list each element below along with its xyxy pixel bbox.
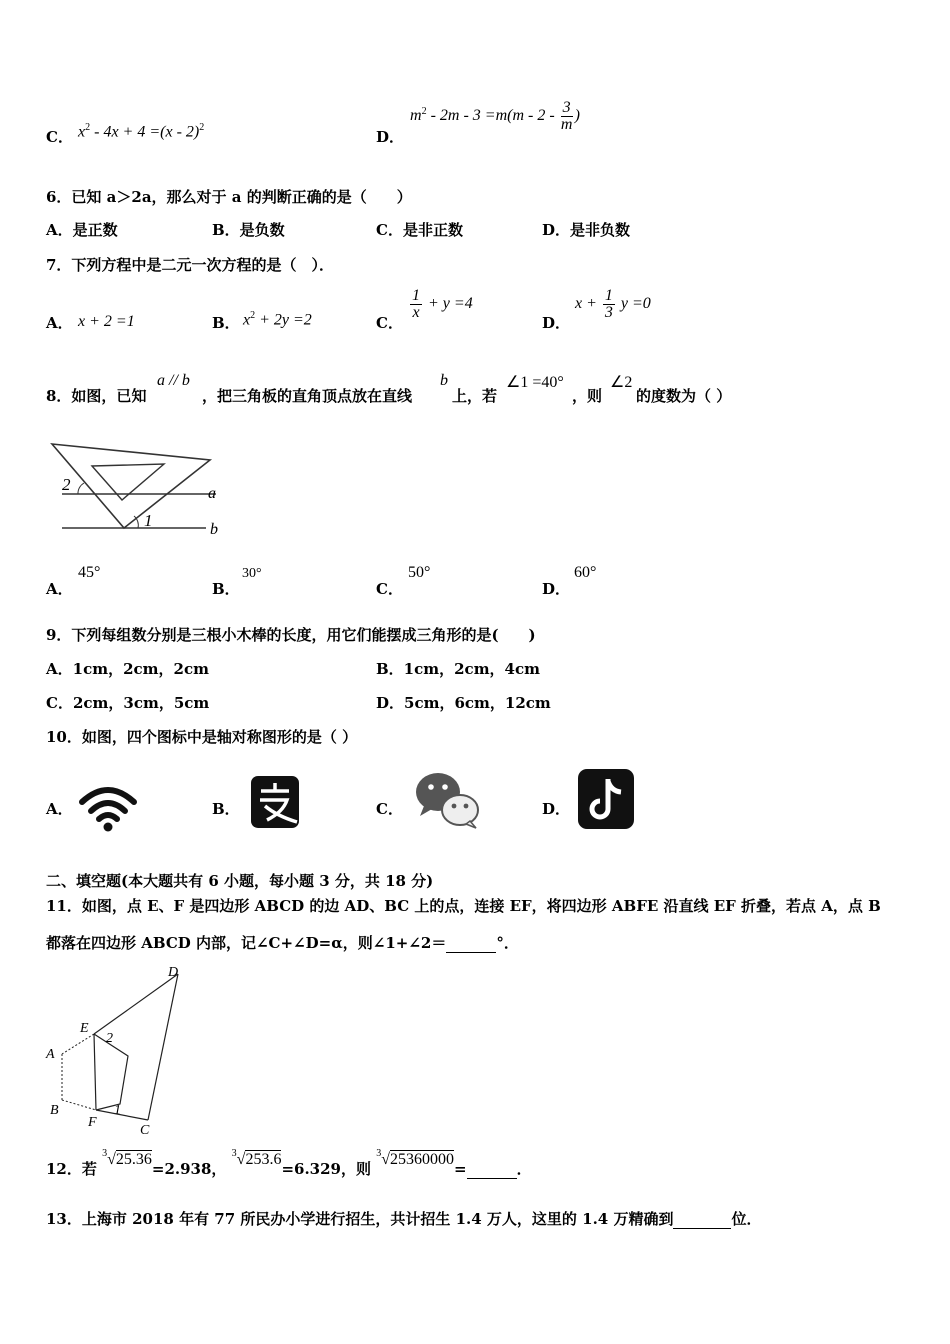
q5-option-c-label: C． [46, 128, 73, 146]
q12-prefix: 12．若 [46, 1160, 97, 1178]
q12-answer-blank [467, 1160, 517, 1179]
q11-fig-label-c: C [140, 1123, 150, 1138]
q11-fig-label-d: D [168, 965, 179, 980]
q8-fig-label-a: a [208, 485, 216, 502]
q13-suffix: 位． [731, 1210, 762, 1228]
q10-label-c: C． [376, 800, 403, 818]
q12-value-1: =2.938， [151, 1160, 227, 1178]
q8-stem-4: ，则 [572, 387, 603, 405]
q13-line [46, 1208, 762, 1229]
q8-fig-label-1: 1 [144, 511, 153, 530]
q8-triangle-figure [46, 438, 236, 548]
q8-label-a: A． [46, 580, 73, 598]
q7-label-b: B． [212, 314, 240, 332]
q8-label-c: C． [376, 580, 403, 598]
q9-option-a: A．1cm，2cm，2cm [46, 660, 209, 678]
q11-fig-label-2: 2 [106, 1031, 113, 1046]
q8-label-d: D． [542, 580, 571, 598]
q9-option-b: B．1cm，2cm，4cm [376, 660, 541, 678]
q11-fig-label-e: E [80, 1021, 89, 1036]
q10-label-a: A． [46, 800, 73, 818]
q8-value-d: 60° [574, 564, 597, 581]
q11-fig-label-1: 1 [114, 1103, 121, 1118]
q11-fig-label-b: B [50, 1103, 59, 1118]
q12-cbrt-3: $^3$√25360000 [376, 1148, 455, 1168]
q10-label-d: D． [542, 800, 571, 818]
q6-stem: 6．已知 a＞2a，那么对于 a 的判断正确的是（ ） [46, 188, 412, 206]
q7-expr-d: x + $\frac{1}{3}$ y =0 [575, 287, 651, 321]
q10-label-b: B． [212, 800, 240, 818]
q8-stem-5: 的度数为（ ） [636, 387, 732, 405]
q12-end: ． [516, 1160, 532, 1178]
q11-fig-label-a: A [46, 1047, 55, 1062]
wechat-icon [414, 770, 480, 830]
q9-option-d: D．5cm，6cm，12cm [376, 694, 551, 712]
q8-math-a-parallel-b: a // b [157, 372, 190, 389]
q8-stem-2: ，把三角板的直角顶点放在直线 [202, 387, 413, 405]
q7-expr-a: x + 2 =1 [78, 313, 135, 330]
q8-stem-1: 8．如图，已知 [46, 387, 147, 405]
q13-answer-blank [673, 1210, 731, 1229]
q8-math-angle1: ∠1 =40° [506, 374, 564, 391]
q7-stem: 7．下列方程中是二元一次方程的是（ ）． [46, 256, 334, 274]
q10-stem: 10．如图，四个图标中是轴对称图形的是（ ） [46, 728, 358, 746]
q8-fig-label-2: 2 [62, 475, 71, 494]
q8-label-b: B． [212, 580, 240, 598]
q5-option-d-expr: $m^2 - 2m - 3 =m(m - 2$ - $\frac{3}{m}$ ) [410, 99, 580, 133]
wifi-icon [78, 780, 138, 834]
q11-line2 [46, 932, 519, 953]
q7-label-d: D． [542, 314, 571, 332]
q9-option-c: C．2cm，3cm，5cm [46, 694, 210, 712]
q6-option-d: D．是非负数 [542, 221, 631, 239]
q8-value-b: 30° [242, 566, 262, 581]
alipay-icon [251, 776, 299, 828]
q5-option-d-label: D． [376, 128, 405, 146]
q12-line [46, 1148, 532, 1179]
q5-option-c-expr: $x^2 - 4x + 4 =(x - 2)^2$ [78, 122, 205, 141]
q12-cbrt-2: $^3$√253.6 [231, 1148, 282, 1168]
q7-expr-b: $x^2 + 2y =2$ [243, 310, 312, 329]
q9-stem: 9．下列每组数分别是三根小木棒的长度，用它们能摆成三角形的是( ) [46, 626, 536, 644]
q11-fig-label-f: F [88, 1115, 97, 1130]
q6-option-c: C．是非正数 [376, 221, 463, 239]
q8-value-c: 50° [408, 564, 431, 581]
q8-math-angle2: ∠2 [610, 374, 633, 391]
q12-cbrt-1: $^3$√25.36 [102, 1148, 152, 1168]
q6-option-a: A．是正数 [46, 221, 118, 239]
q11-line1: 11．如图，点 E、F 是四边形 ABCD 的边 AD、BC 上的点，连接 EF，将四边形 ABFE 沿直线 EF 折叠，若点 A，点 B [46, 897, 881, 915]
q7-expr-c: $\frac{1}{x}$ + y =4 [412, 287, 473, 321]
q8-math-b: b [440, 372, 448, 389]
q11-quadrilateral-figure [40, 962, 190, 1138]
section2-title: 二、填空题(本大题共有 6 小题，每小题 3 分，共 18 分) [46, 872, 434, 890]
q6-option-b: B．是负数 [212, 221, 285, 239]
q8-fig-label-b: b [210, 521, 218, 538]
q7-label-c: C． [376, 314, 403, 332]
q8-value-a: 45° [78, 564, 101, 581]
q12-value-2: =6.329，则 [281, 1160, 371, 1178]
tiktok-icon [578, 769, 634, 829]
q8-stem-3: 上，若 [452, 387, 498, 405]
q12-eq: = [454, 1160, 467, 1178]
q11-line2-prefix: 都落在四边形 ABCD 内部，记∠C+∠D=α，则∠1+∠2＝ [46, 934, 447, 952]
q11-line2-suffix: °． [496, 934, 519, 952]
q7-label-a: A． [46, 314, 73, 332]
q13-prefix: 13．上海市 2018 年有 77 所民办小学进行招生，共计招生 1.4 万人，这里的 1.4 万精确到 [46, 1210, 674, 1228]
q11-answer-blank [446, 934, 496, 953]
